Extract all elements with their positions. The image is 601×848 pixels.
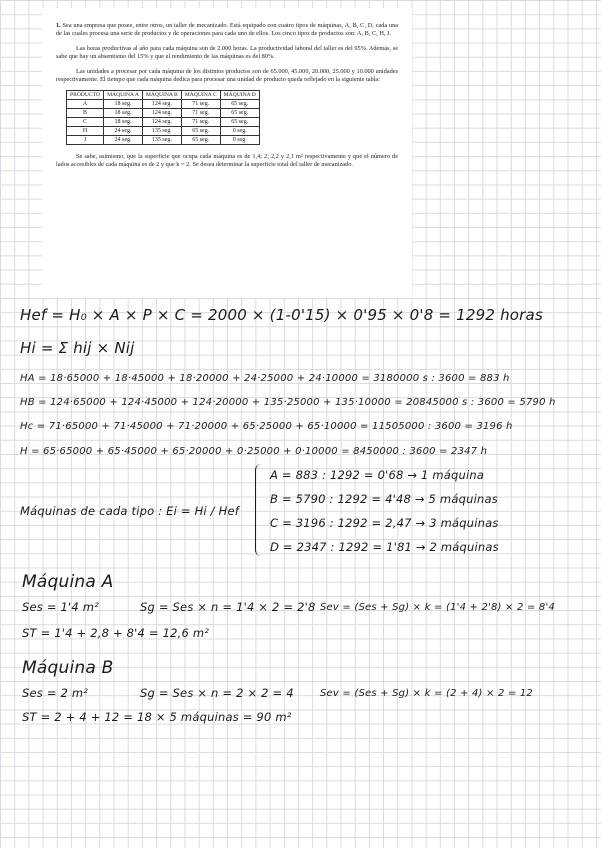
- machine-b-sg: Sg = Ses × n = 2 × 2 = 4: [140, 686, 294, 700]
- machines-type-c: C = 3196 : 1292 = 2,47 → 3 máquinas: [270, 516, 499, 530]
- table-cell: 71 seg.: [181, 118, 220, 127]
- problem-number: 1.: [56, 22, 61, 29]
- problem-paragraph-1: [56, 22, 398, 38]
- table-cell: 65 seg.: [181, 136, 220, 145]
- machine-a-st: ST = 1'4 + 2,8 + 8'4 = 12,6 m²: [22, 626, 210, 640]
- table-row: [67, 136, 260, 145]
- table-cell: 71 seg.: [181, 100, 220, 109]
- machines-type-b: B = 5790 : 1292 = 4'48 → 5 máquinas: [270, 492, 498, 506]
- table-cell: 65 seg.: [220, 100, 259, 109]
- table-cell: 65 seg.: [181, 127, 220, 136]
- machines-per-type-label: Máquinas de cada tipo : Ei = Hi / Hef: [20, 504, 239, 518]
- table-cell: 18 seg.: [104, 109, 143, 118]
- table-cell: 135 seg.: [142, 136, 181, 145]
- problem-paragraph-4: Se sabe, asimismo, que la superficie que ocupa cada máquina es de 1,4; 2; 2,2 y 2,1 m² respectivamente y que el número de lados accesibles de cada máquina es de 2 y que k = 2. Se desea determinar la superficie total del taller de mecanizado.: [56, 153, 398, 169]
- hi-definition: Hi = Σ hij × Nij: [20, 339, 135, 357]
- table-header-row: [67, 91, 260, 100]
- machines-type-d: D = 2347 : 1292 = 1'81 → 2 máquinas: [270, 540, 499, 554]
- machines-type-a: A = 883 : 1292 = 0'68 → 1 máquina: [270, 468, 485, 482]
- table-cell: 124 seg.: [142, 100, 181, 109]
- curly-brace: [255, 464, 266, 556]
- table-cell: 135 seg.: [142, 127, 181, 136]
- hef-formula: Hef = H₀ × A × P × C = 2000 × (1-0'15) × 0'95 × 0'8 = 1292 horas: [20, 306, 543, 324]
- table-cell: 24 seg.: [104, 127, 143, 136]
- problem-paragraph-1-text: Sea una empresa que posee, entre otros, un taller de mecanizado. Está equipado con cuatro tipos de máquinas, A, B, C, D, cada una de las cuales procesa una serie de productos y de operaciones para cada uno de ellos. Los cinco tipos de productos son: A, B, C, H, J.: [56, 22, 399, 37]
- table-cell: 65 seg.: [220, 109, 259, 118]
- table-cell: J: [67, 136, 104, 145]
- hours-machine-b: HB = 124·65000 + 124·45000 + 124·20000 + 135·25000 + 135·10000 = 20845000 s : 3600 = 5790 h: [20, 397, 556, 408]
- table-cell: 0 seg.: [220, 136, 259, 145]
- hours-machine-c: Hc = 71·65000 + 71·45000 + 71·20000 + 65·25000 + 65·10000 = 11505000 : 3600 = 3196 h: [20, 421, 513, 432]
- machine-b-sev: Sev = (Ses + Sg) × k = (2 + 4) × 2 = 12: [320, 688, 533, 699]
- table-header: MÁQUINA A: [104, 91, 143, 100]
- table-row: [67, 118, 260, 127]
- table-header: MÁQUINA C: [181, 91, 220, 100]
- problem-paragraph-2: Las horas productivas al año para cada máquina son de 2.000 horas. La productividad laboral del taller es del 95%. Además, se sabe que hay un absentismo del 15% y que el rendimiento de las máquinas es del 80%.: [56, 44, 398, 60]
- machine-a-sev: Sev = (Ses + Sg) × k = (1'4 + 2'8) × 2 = 8'4: [320, 602, 555, 613]
- hours-machine-a: HA = 18·65000 + 18·45000 + 18·20000 + 24·25000 + 24·10000 = 3180000 s : 3600 = 883 h: [20, 373, 510, 384]
- machine-a-sg: Sg = Ses × n = 1'4 × 2 = 2'8: [140, 600, 316, 614]
- hours-machine-d: H = 65·65000 + 65·45000 + 65·20000 + 0·25000 + 0·10000 = 8450000 : 3600 = 2347 h: [20, 446, 488, 457]
- machine-b-st: ST = 2 + 4 + 12 = 18 × 5 máquinas = 90 m²: [22, 710, 292, 724]
- table-row: [67, 127, 260, 136]
- printed-problem-statement: [42, 8, 412, 298]
- table-cell: H: [67, 127, 104, 136]
- table-cell: 0 seg.: [220, 127, 259, 136]
- table-cell: 18 seg.: [104, 100, 143, 109]
- table-cell: 65 seg.: [220, 118, 259, 127]
- table-cell: 18 seg.: [104, 118, 143, 127]
- table-header: MÁQUINA D: [220, 91, 259, 100]
- table-row: [67, 109, 260, 118]
- table-cell: 124 seg.: [142, 109, 181, 118]
- machine-b-ses: Ses = 2 m²: [22, 686, 89, 700]
- table-cell: B: [67, 109, 104, 118]
- table-row: [67, 100, 260, 109]
- table-cell: 24 seg.: [104, 136, 143, 145]
- table-header: PRODUCTO: [67, 91, 104, 100]
- problem-paragraph-3: Las unidades a procesar por cada máquina de los distintos productos son de 65.000, 45.000, 20.000, 25.000 y 10.000 unidades respectivamente. El tiempo que cada máquina dedica para procesar una unidad de producto queda reflejado en la siguiente tabla:: [56, 67, 398, 83]
- table-cell: A: [67, 100, 104, 109]
- table-cell: C: [67, 118, 104, 127]
- table-cell: 124 seg.: [142, 118, 181, 127]
- table-header: MÁQUINA B: [142, 91, 181, 100]
- machine-a-ses: Ses = 1'4 m²: [22, 600, 99, 614]
- machine-times-table: [66, 90, 260, 145]
- machine-b-title: Máquina B: [22, 658, 114, 678]
- table-cell: 71 seg.: [181, 109, 220, 118]
- machine-a-title: Máquina A: [22, 572, 114, 592]
